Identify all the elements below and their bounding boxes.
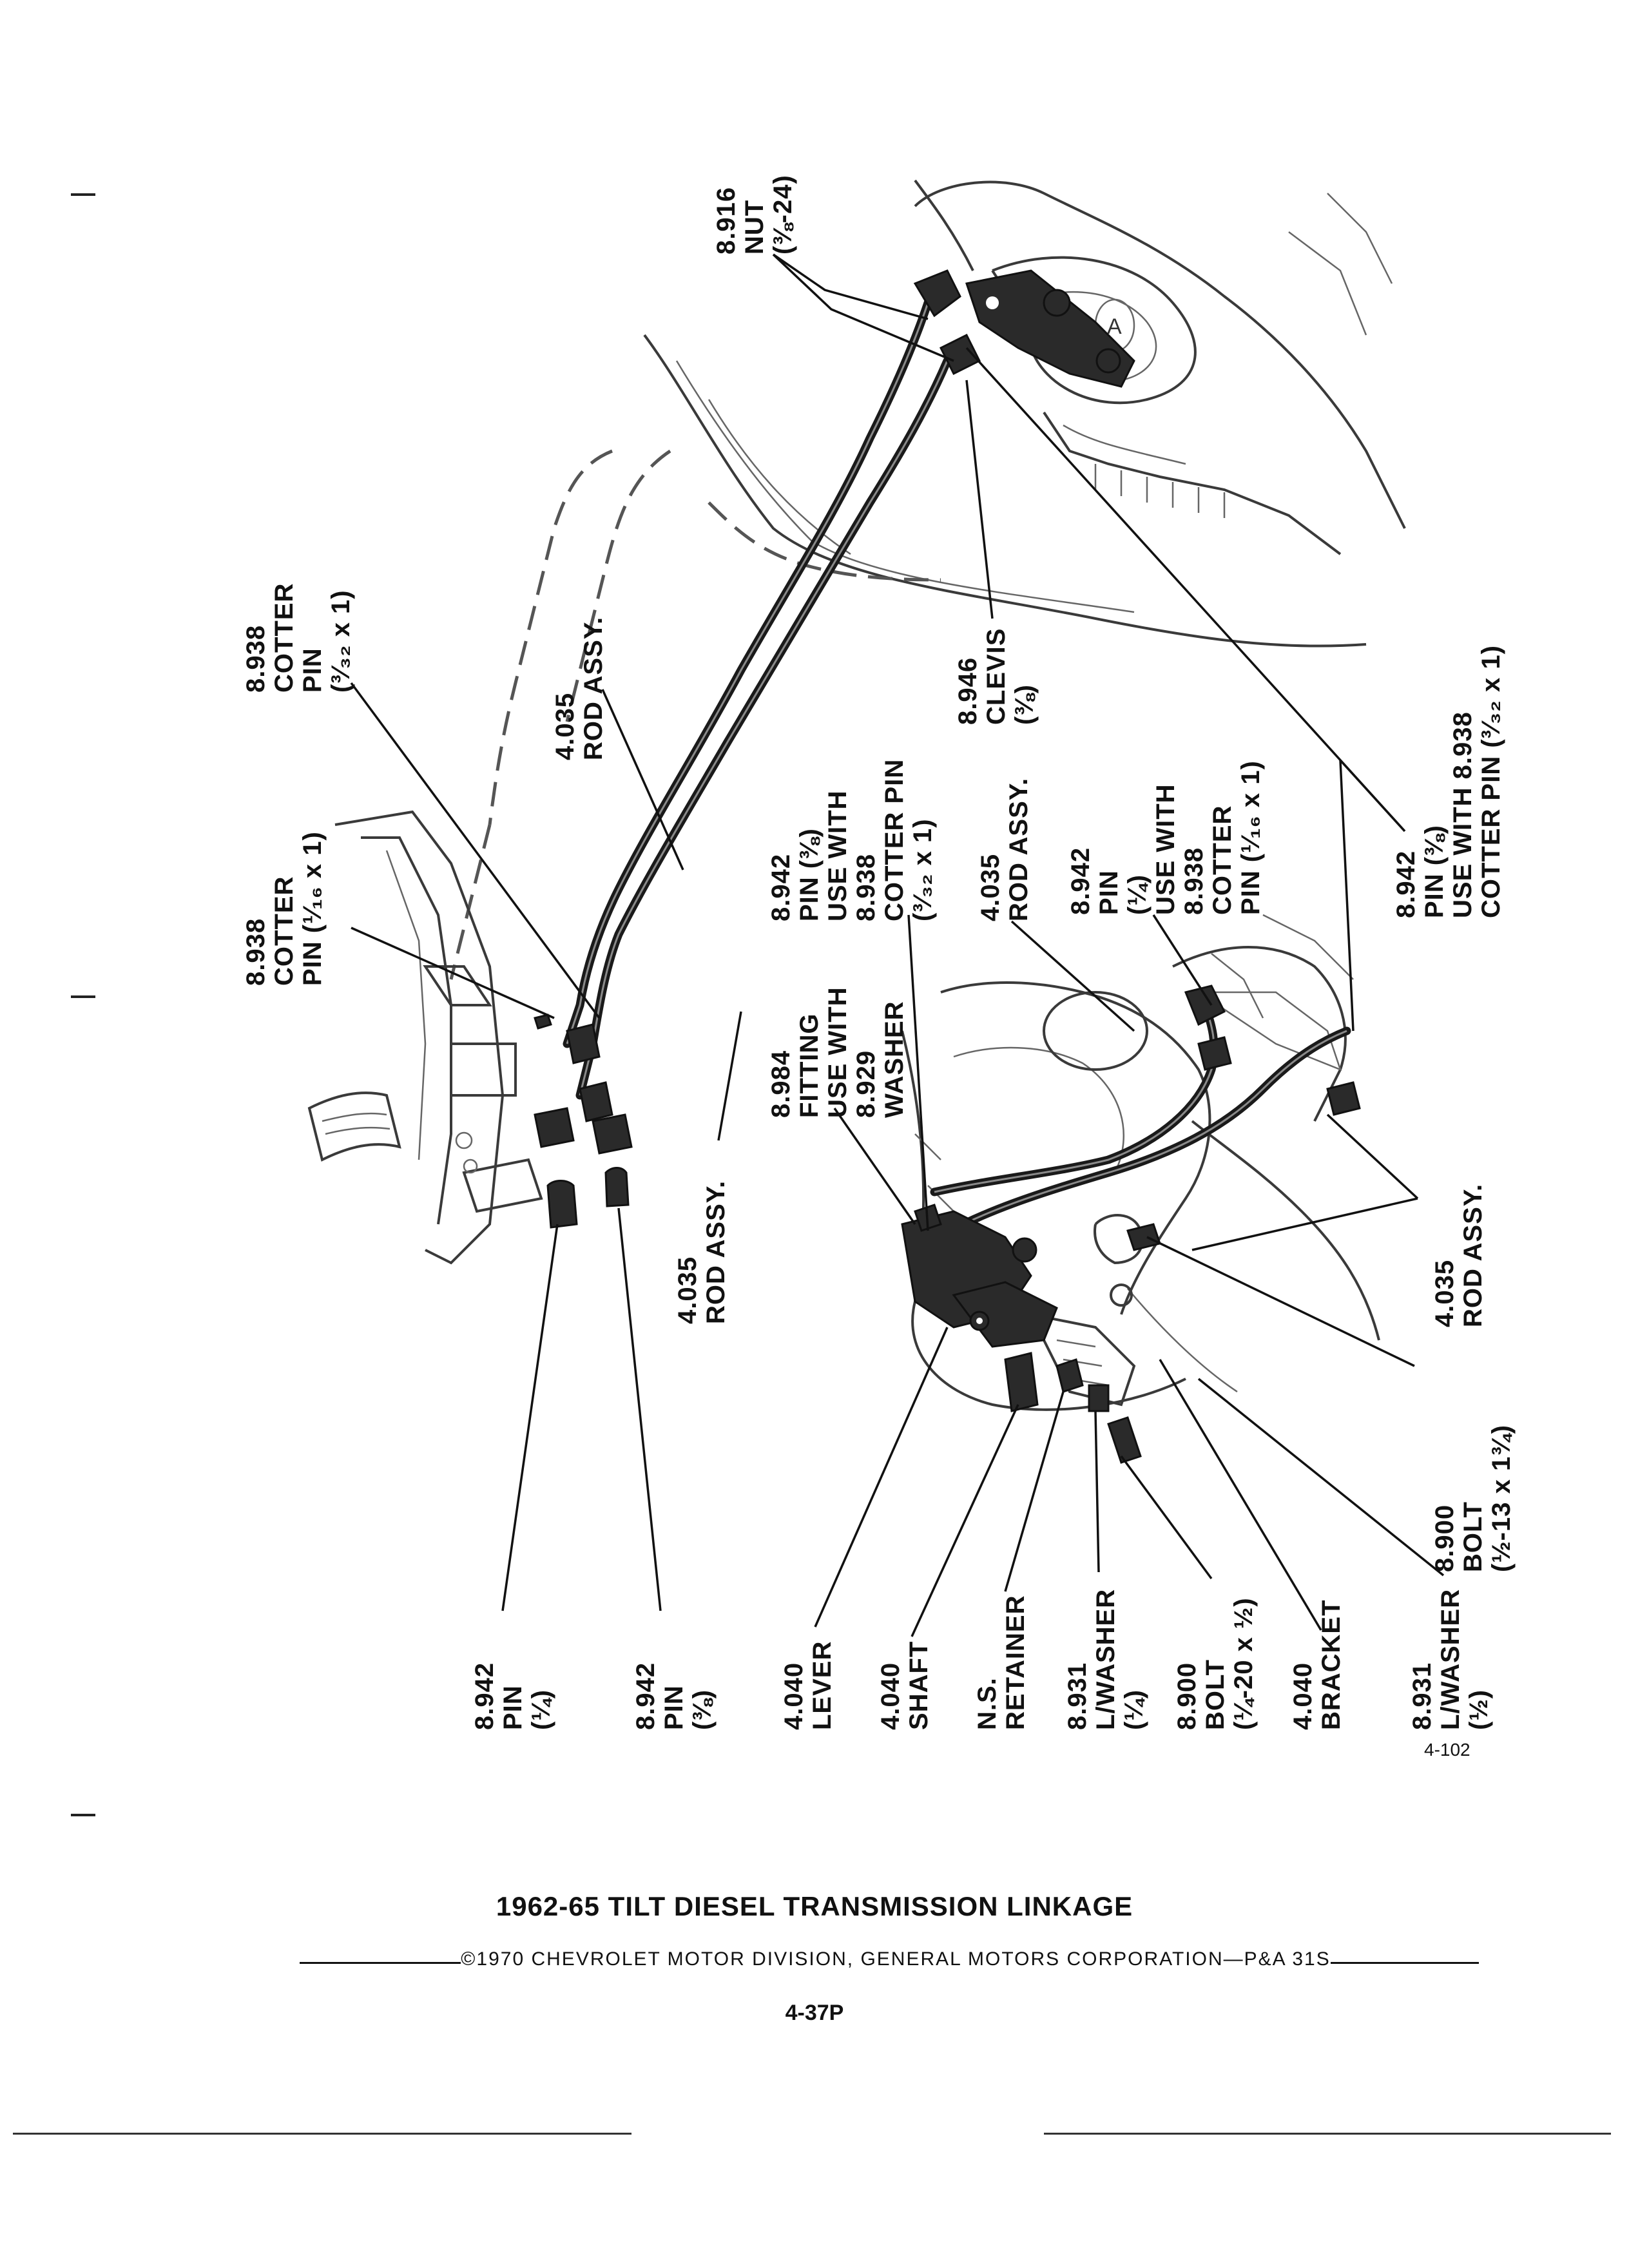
label-pin-8942-mid-line: (³⁄₃₂ x 1) [909, 818, 937, 921]
copyright-rule-right [1331, 1962, 1479, 1964]
label-cotter-8938-top [242, 583, 355, 693]
label-lwasher-8931-quarter-line: (¼) [1120, 1689, 1148, 1730]
svg-text:A: A [1107, 314, 1122, 339]
label-rod-4035-top-line: 4.035 [551, 692, 579, 760]
label-bolt-8900-quarter [1173, 1597, 1258, 1730]
label-cotter-8938-top-line: (³⁄₃₂ x 1) [327, 590, 355, 693]
label-rod-4035-lower-left [673, 1180, 730, 1324]
label-nut-8916-line: (⅜-24) [769, 175, 797, 255]
label-fitting-8984-line: 8.984 [767, 1050, 795, 1118]
lower-left-rod-ends [535, 1015, 631, 1227]
label-pin-8942-right-line: USE WITH 8.938 [1449, 711, 1477, 918]
margin-mark [71, 995, 95, 998]
label-lwasher-8931-half-line: L/WASHER [1436, 1588, 1465, 1730]
label-retainer-ns [973, 1595, 1030, 1730]
label-pin-8942-mid-line: COTTER PIN [880, 758, 909, 921]
label-nut-8916 [712, 175, 797, 255]
label-cotter-8938-left [242, 831, 327, 986]
label-pin-8942-three-eighths-line: PIN [660, 1685, 688, 1730]
label-pin-8942-mid-line: USE WITH [824, 790, 852, 921]
label-shaft-4040 [876, 1641, 933, 1730]
label-shaft-4040-line: 4.040 [876, 1662, 905, 1730]
label-pin-8942-right [1392, 645, 1505, 918]
label-rod-4035-lower-right-line: 4.035 [1431, 1259, 1459, 1327]
label-lwasher-8931-half-line: 8.931 [1408, 1662, 1436, 1730]
page-number: 4-37P [785, 2001, 844, 2025]
label-cotter-8938-top-line: 8.938 [242, 624, 270, 693]
label-lwasher-8931-quarter [1063, 1589, 1148, 1730]
label-bolt-8900-quarter-line: BOLT [1201, 1659, 1229, 1730]
copyright-line [271, 1938, 1508, 1970]
label-pin-8942-mid [767, 759, 937, 921]
label-clevis-8946-line: (⅜) [1010, 684, 1039, 725]
label-bracket-4040-line: 4.040 [1289, 1662, 1317, 1730]
label-cotter-8938-left-line: 8.938 [242, 918, 270, 986]
label-pin-8942-quarter-cotter-line: PIN [1095, 870, 1123, 915]
label-rod-4035-lower-right-line: ROD ASSY. [1459, 1183, 1487, 1327]
label-rod-4035-lower-left-line: ROD ASSY. [702, 1180, 730, 1324]
label-pin-8942-three-eighths-line: (⅜) [688, 1689, 717, 1730]
copyright-text: ©1970 CHEVROLET MOTOR DIVISION, GENERAL MOTORS CORPORATION—P&A 31S [461, 1948, 1331, 1970]
label-clevis-8946-line: CLEVIS [982, 628, 1010, 725]
label-pin-8942-mid-line: 8.938 [852, 853, 880, 921]
label-pin-8942-mid-line: PIN (⅜) [795, 828, 824, 921]
label-bracket-4040 [1289, 1599, 1345, 1730]
label-pin-8942-right-line: COTTER PIN (³⁄₃₂ x 1) [1477, 645, 1505, 918]
label-pin-8942-quarter-cotter-line: PIN (¹⁄₁₆ x 1) [1237, 760, 1265, 915]
label-rod-4035-mid-line: 4.035 [976, 853, 1005, 921]
label-lwasher-8931-half [1408, 1589, 1493, 1730]
upper-rod-pair [567, 303, 947, 1095]
bottom-rule-right [1044, 2133, 1611, 2135]
lower-rod-pair [928, 1005, 1347, 1244]
label-bracket-4040-line: BRACKET [1317, 1599, 1345, 1730]
label-rod-4035-top-line: ROD ASSY. [579, 616, 608, 760]
label-cotter-8938-left-line: COTTER [270, 876, 298, 986]
label-fitting-8984 [767, 986, 909, 1118]
label-pin-8942-three-eighths [631, 1662, 717, 1730]
label-rod-4035-lower-left-line: 4.035 [673, 1256, 702, 1324]
label-pin-8942-right-line: PIN (⅜) [1420, 825, 1449, 918]
label-shaft-4040-line: SHAFT [905, 1640, 933, 1730]
label-rod-4035-mid [976, 778, 1033, 921]
label-bolt-8900-half-line: BOLT [1459, 1501, 1487, 1572]
label-clevis-8946-line: 8.946 [954, 657, 982, 725]
label-nut-8916-line: 8.916 [712, 186, 740, 255]
label-pin-8942-quarter-cotter [1066, 760, 1265, 915]
label-lever-4040 [780, 1641, 836, 1730]
label-pin-8942-mid-line: 8.942 [767, 853, 795, 921]
shift-tower-sketch [309, 812, 541, 1263]
label-bolt-8900-half [1431, 1425, 1516, 1572]
label-bolt-8900-half-line: 8.900 [1431, 1504, 1459, 1572]
label-pin-8942-quarter-cotter-line: COTTER [1208, 805, 1237, 915]
label-pin-8942-quarter-line: (¼) [527, 1689, 555, 1730]
label-rod-4035-lower-right [1431, 1184, 1487, 1327]
label-cotter-8938-top-line: COTTER [270, 582, 298, 693]
label-bolt-8900-half-line: (½-13 x 1¾) [1487, 1425, 1516, 1572]
label-retainer-ns-line: N.S. [973, 1677, 1001, 1730]
label-pin-8942-three-eighths-line: 8.942 [631, 1662, 660, 1730]
label-cotter-8938-left-line: PIN (¹⁄₁₆ x 1) [298, 831, 327, 986]
margin-mark [71, 193, 95, 196]
label-cotter-8938-top-line: PIN [298, 648, 327, 693]
label-fitting-8984-line: FITTING [795, 1013, 824, 1118]
lower-lever-bracket [902, 986, 1360, 1463]
label-fitting-8984-line: 8.929 [852, 1050, 880, 1118]
label-lever-4040-line: LEVER [808, 1640, 836, 1730]
figure-number: 4-102 [1424, 1740, 1470, 1760]
label-pin-8942-quarter-cotter-line: 8.938 [1180, 847, 1208, 915]
label-retainer-ns-line: RETAINER [1001, 1595, 1030, 1730]
label-nut-8916-line: NUT [740, 199, 769, 255]
label-bolt-8900-quarter-line: (¼-20 x ½) [1229, 1597, 1258, 1730]
label-pin-8942-quarter-line: PIN [499, 1685, 527, 1730]
label-lever-4040-line: 4.040 [780, 1662, 808, 1730]
label-bolt-8900-quarter-line: 8.900 [1173, 1662, 1201, 1730]
label-lwasher-8931-quarter-line: L/WASHER [1092, 1588, 1120, 1730]
label-rod-4035-top [551, 617, 608, 760]
label-pin-8942-quarter-cotter-line: USE WITH [1152, 783, 1180, 915]
label-fitting-8984-line: USE WITH [824, 986, 852, 1118]
bottom-rule-left [13, 2133, 631, 2135]
copyright-rule-left [300, 1962, 461, 1964]
page-title: 1962-65 TILT DIESEL TRANSMISSION LINKAGE [496, 1891, 1133, 1921]
label-pin-8942-quarter [470, 1662, 555, 1730]
label-clevis-8946 [954, 628, 1039, 725]
label-lwasher-8931-half-line: (½) [1465, 1689, 1493, 1730]
label-lwasher-8931-quarter-line: 8.931 [1063, 1662, 1092, 1730]
margin-mark [71, 1814, 95, 1816]
label-rod-4035-mid-line: ROD ASSY. [1005, 777, 1033, 921]
label-pin-8942-quarter-line: 8.942 [470, 1662, 499, 1730]
label-pin-8942-right-line: 8.942 [1392, 850, 1420, 918]
label-pin-8942-quarter-cotter-line: (¼) [1123, 874, 1152, 915]
label-fitting-8984-line: WASHER [880, 1001, 909, 1118]
label-pin-8942-quarter-cotter-line: 8.942 [1066, 847, 1095, 915]
